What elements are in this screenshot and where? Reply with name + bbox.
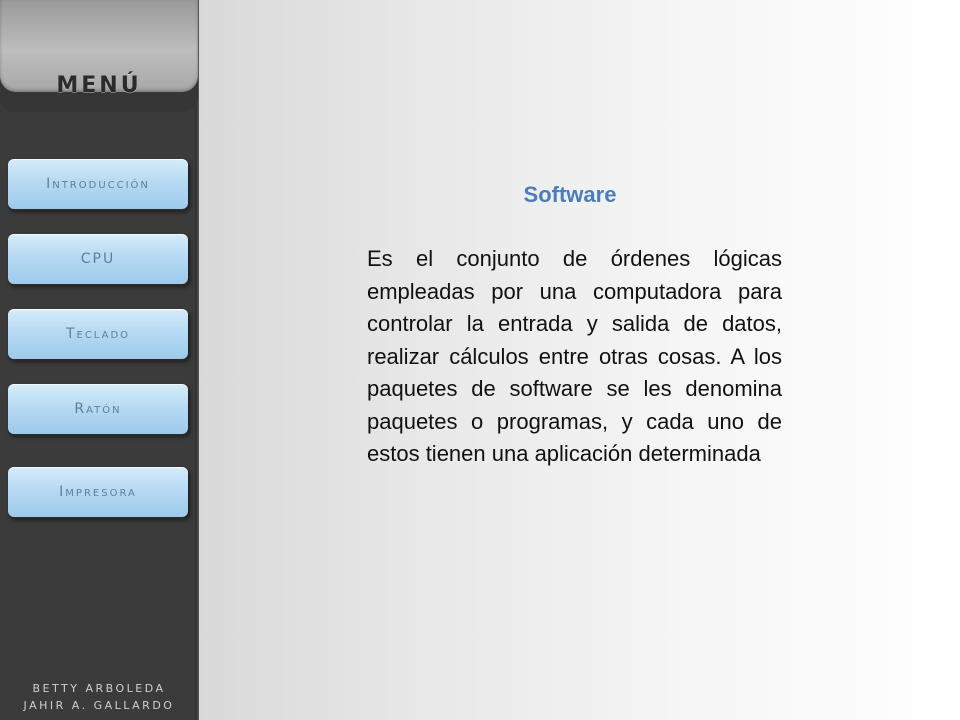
nav-button-label: CPU xyxy=(80,251,116,267)
nav-button-impresora[interactable] xyxy=(8,467,188,517)
nav-button-cpu[interactable] xyxy=(8,234,188,284)
content-title: Software xyxy=(523,182,617,207)
nav-button-label: Introducción xyxy=(46,176,150,192)
credit-line: JAHIR A. GALLARDO xyxy=(23,699,175,712)
nav-button-label: Impresora xyxy=(59,484,137,500)
content-body: Es el conjunto de órdenes lógicas empleadas por una computadora para controlar la entrada y salida de datos, realizar cálculos entre otras cosas. A los paquetes de software se les denomina paquetes o programas, y cada uno de estos tienen una aplicación determinada xyxy=(367,246,782,466)
nav-button-label: Ratón xyxy=(74,401,122,417)
nav-button-teclado[interactable] xyxy=(8,309,188,359)
nav-button-introduccion[interactable] xyxy=(8,159,188,209)
nav-button-label: Teclado xyxy=(65,326,131,342)
credit-line: BETTY ARBOLEDA xyxy=(32,682,166,695)
sidebar-edge xyxy=(195,0,199,720)
menu-header xyxy=(0,0,198,112)
credits xyxy=(0,680,198,714)
menu-title: MENÚ xyxy=(56,73,142,98)
nav-button-raton[interactable] xyxy=(8,384,188,434)
